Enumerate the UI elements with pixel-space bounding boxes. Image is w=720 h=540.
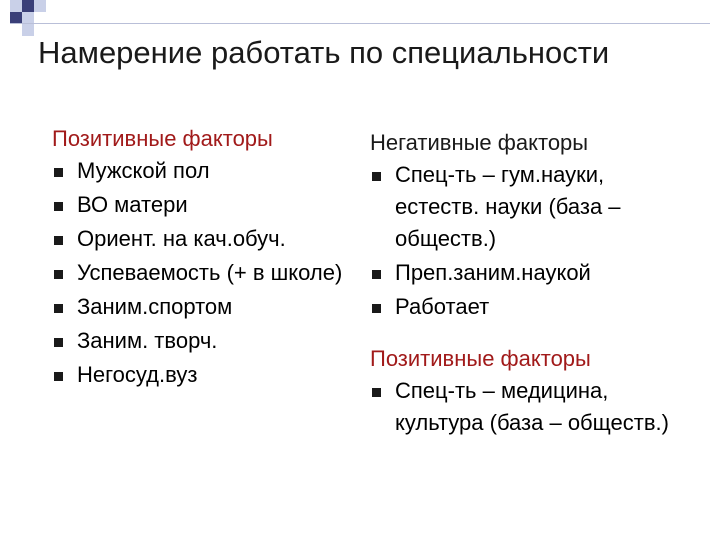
list-item-text: ВО матери [77, 192, 188, 217]
list-item [370, 291, 690, 323]
list-item [52, 325, 372, 357]
decor-square [22, 0, 34, 12]
list-item [52, 257, 372, 289]
list-item [52, 359, 372, 391]
title-divider [10, 23, 710, 24]
list-item [52, 155, 372, 187]
positive-factors-heading: Позитивные факторы [52, 126, 273, 151]
list-item [370, 257, 690, 289]
decor-square [22, 24, 34, 36]
square-bullet-icon [54, 270, 63, 279]
page-title: Намерение работать по специальности [38, 35, 610, 70]
positive-factors-list [52, 155, 372, 391]
square-bullet-icon [372, 304, 381, 313]
list-item [52, 223, 372, 255]
list-item-text: Спец-ть – медицина, культура (база – обществ.) [395, 378, 669, 435]
list-item [370, 159, 690, 255]
square-bullet-icon [54, 372, 63, 381]
square-bullet-icon [54, 168, 63, 177]
square-bullet-icon [54, 202, 63, 211]
square-bullet-icon [372, 270, 381, 279]
positive-factors-list [370, 375, 690, 439]
list-item-text: Мужской пол [77, 158, 210, 183]
list-item [52, 291, 372, 323]
square-bullet-icon [372, 388, 381, 397]
negative-factors-heading: Негативные факторы [370, 130, 589, 155]
list-item [370, 375, 690, 439]
list-item-text: Работает [395, 294, 490, 319]
list-item-text: Успеваемость (+ в школе) [77, 260, 343, 285]
negative-factors-list [370, 159, 690, 323]
positive-factors-heading: Позитивные факторы [370, 346, 591, 371]
list-item-text: Преп.заним.наукой [395, 260, 591, 285]
left-column [52, 123, 372, 393]
list-item-text: Спец-ть – гум.науки, естеств. науки (база – обществ.) [395, 162, 621, 251]
list-item [52, 189, 372, 221]
square-bullet-icon [54, 236, 63, 245]
list-item-text: Заним. творч. [77, 328, 218, 353]
decor-square [34, 0, 46, 12]
square-bullet-icon [372, 172, 381, 181]
right-column [370, 127, 690, 441]
decor-square [10, 0, 22, 12]
list-item-text: Ориент. на кач.обуч. [77, 226, 286, 251]
list-item-text: Негосуд.вуз [77, 362, 198, 387]
list-item-text: Заним.спортом [77, 294, 233, 319]
square-bullet-icon [54, 304, 63, 313]
square-bullet-icon [54, 338, 63, 347]
